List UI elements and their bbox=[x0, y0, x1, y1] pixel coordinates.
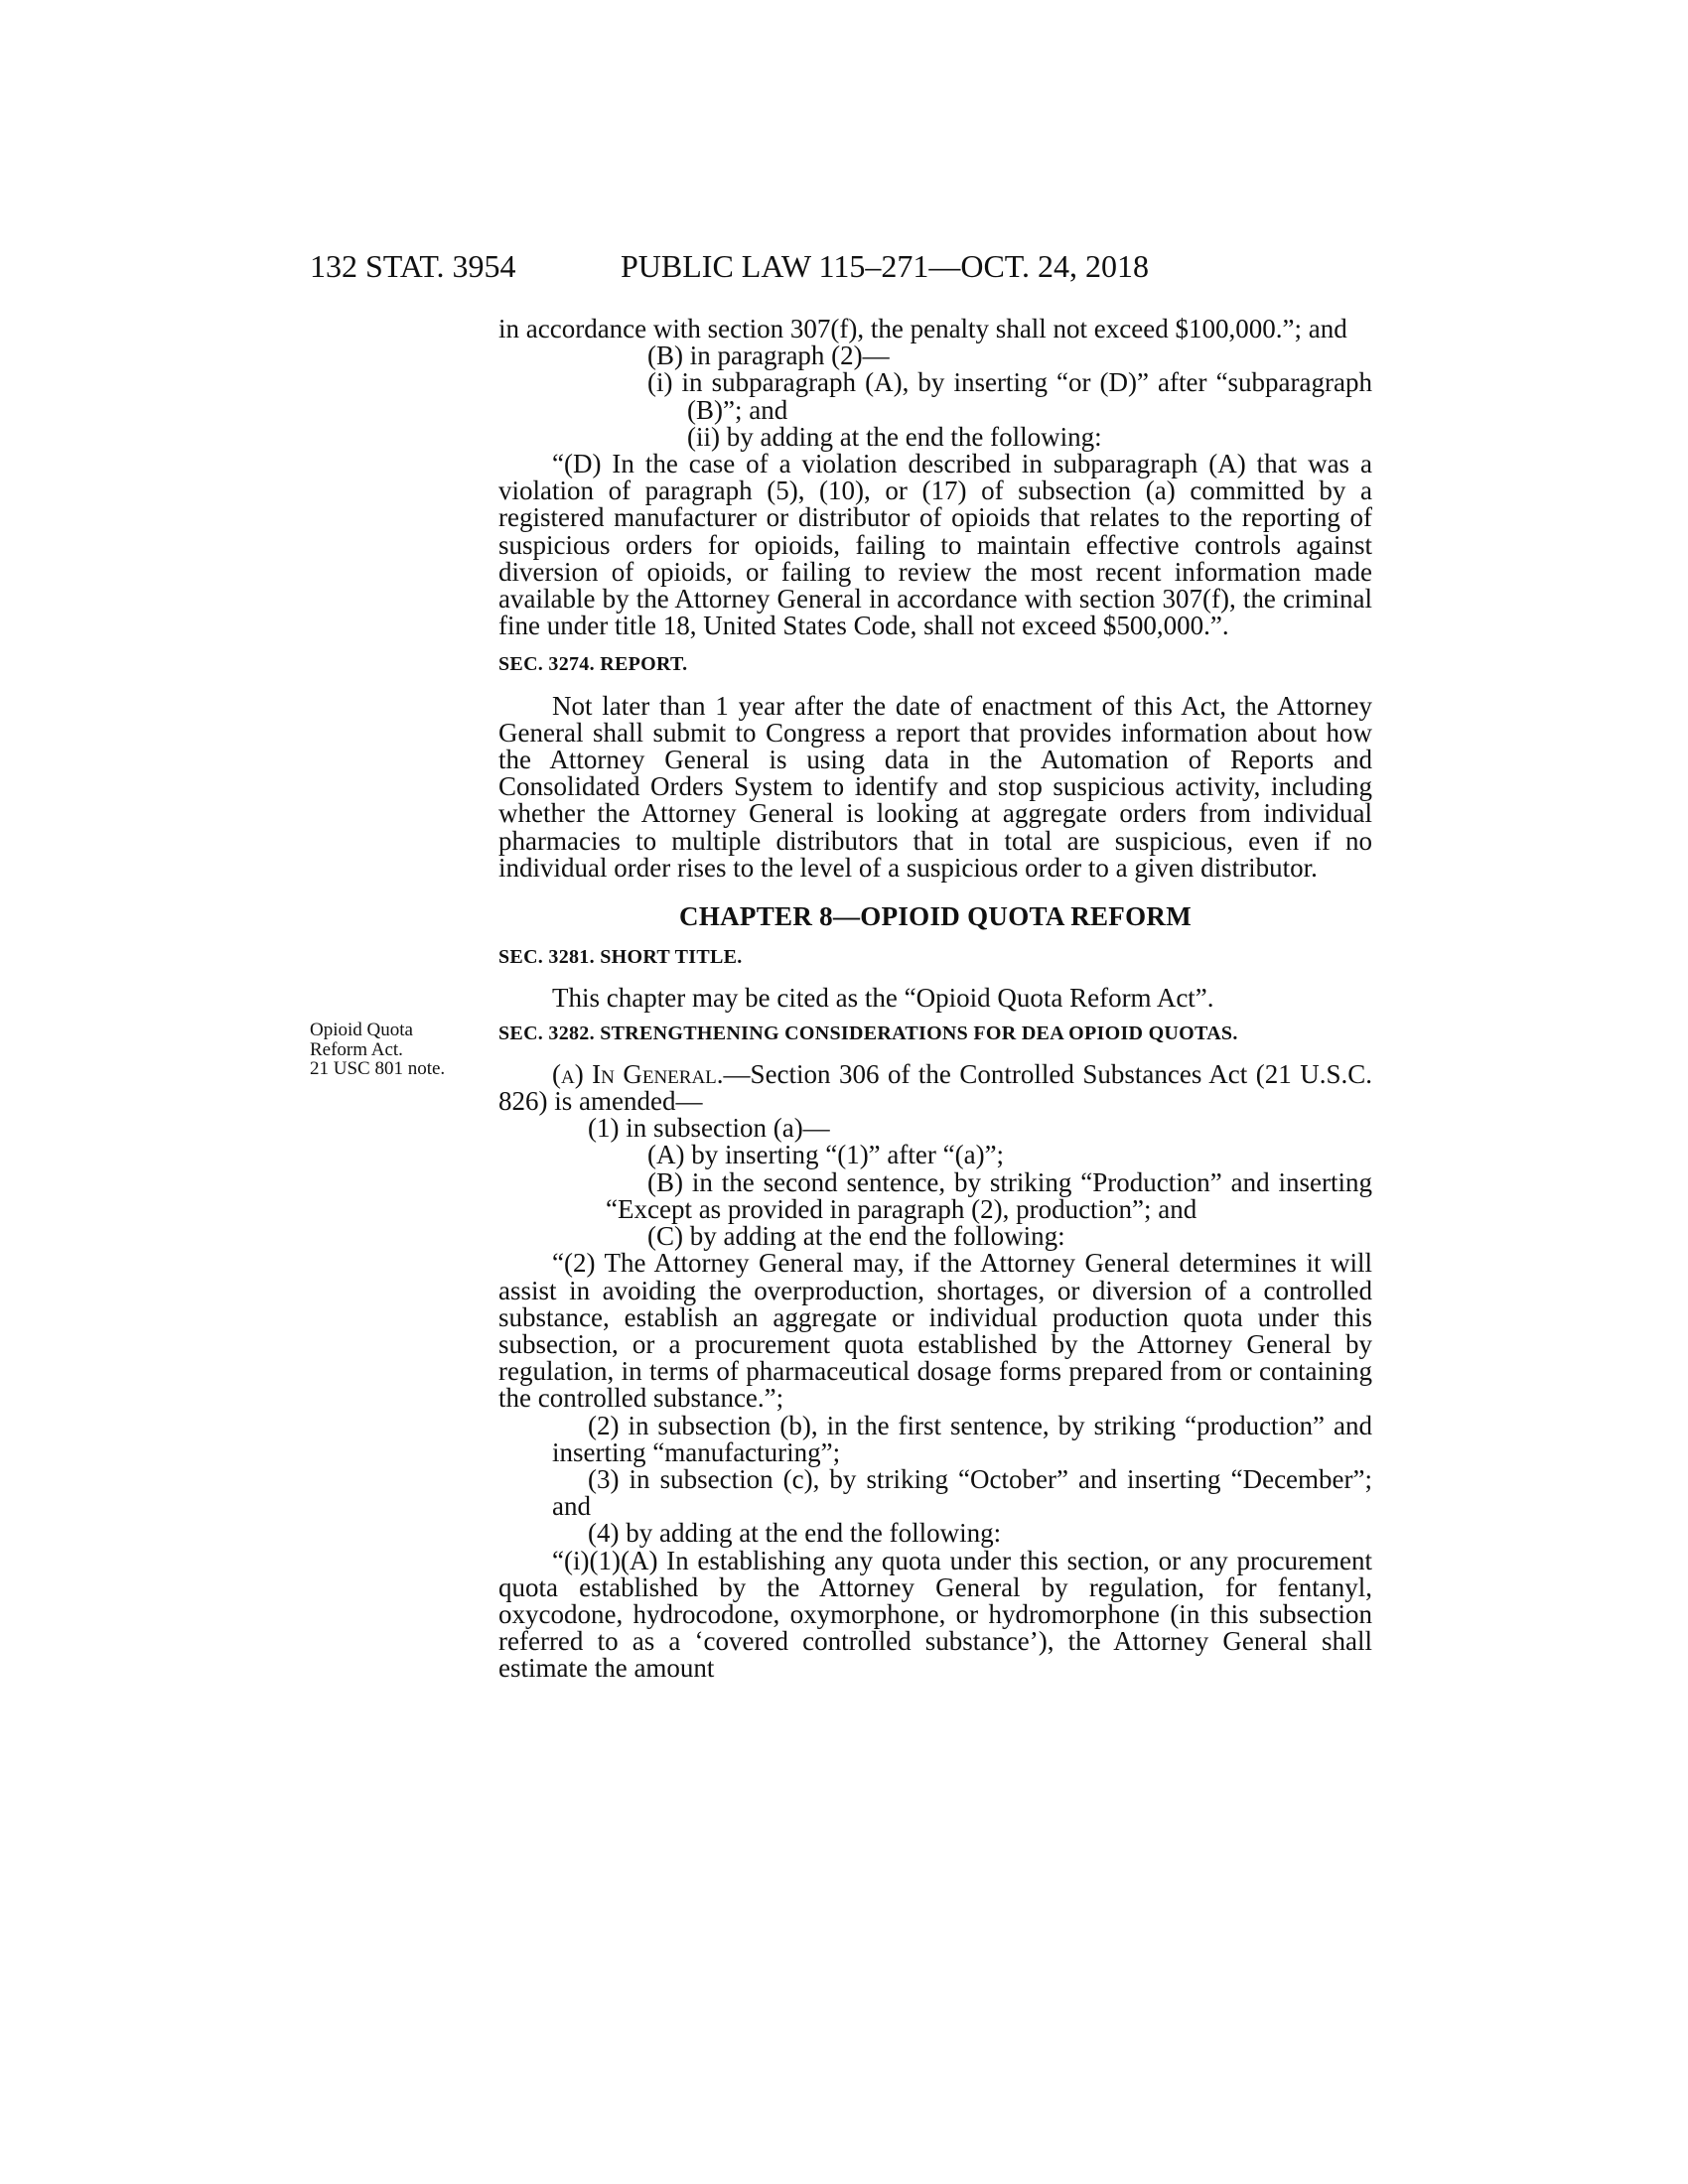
paragraph: Not later than 1 year after the date of enactment of this Act, the Attorney General shall submit to Congress a report that provides information about how the Attorney General is using data in the Automation of Reports and Consolidated Orders System to identify and stop suspicious activity, including whether the Attorney General is looking at aggregate orders from individual pharmacies to multiple distributors that in total are suspicious, even if no individual order rises to the level of a suspicious order to a given distributor. bbox=[498, 690, 1372, 883]
paragraph: (3) in subsection (c), by striking “October” and inserting “December”; and bbox=[552, 1463, 1372, 1522]
page-reference: 132 STAT. 3954 bbox=[310, 248, 516, 284]
subsection-text: —Section 306 of the Controlled Substances Act (21 U.S.C. 826) is amended— bbox=[498, 1058, 1372, 1117]
paragraph: “(i)(1)(A) In establishing any quota under this section, or any procurement quota established by the Attorney General by regulation, for fentanyl, oxycodone, hydrocodone, oxymorphone, or hydromorphone (in this subsection referred to as a ‘covered controlled substance’), the Attorney General shall estimate the amount bbox=[498, 1545, 1372, 1684]
paragraph: “(2) The Attorney General may, if the Attorney General determines it will assist in avoiding the overproduction, shortages, or diversion of a controlled substance, establish an aggregate or individual production quota under this subsection, or a procurement quota established by the Attorney General by regulation, in terms of pharmaceutical dosage forms prepared from or containing the controlled substance.”; bbox=[498, 1248, 1372, 1414]
chapter-heading: CHAPTER 8—OPIOID QUOTA REFORM bbox=[679, 901, 1192, 932]
margin-note bbox=[310, 1021, 489, 1079]
margin-note-line: 21 USC 801 note. bbox=[310, 1058, 446, 1079]
paragraph: (B) in the second sentence, by striking “Production” and inserting “Except as provided in paragraph (2), production”; and bbox=[606, 1166, 1372, 1224]
paragraph: in accordance with section 307(f), the penalty shall not exceed $100,000.”; and bbox=[498, 314, 1347, 343]
paragraph bbox=[498, 1058, 1372, 1117]
margin-note-line: Reform Act. bbox=[310, 1038, 403, 1060]
paragraph: (C) by adding at the end the following: bbox=[647, 1221, 1065, 1252]
section-heading: SEC. 3281. SHORT TITLE. bbox=[498, 946, 743, 969]
subsection-label: (a) In General. bbox=[552, 1058, 724, 1089]
running-header-title: PUBLIC LAW 115–271—OCT. 24, 2018 bbox=[621, 248, 1149, 284]
margin-note-line: Opioid Quota bbox=[310, 1020, 413, 1040]
paragraph: (ii) by adding at the end the following: bbox=[687, 421, 1102, 452]
paragraph: This chapter may be cited as the “Opioid Quota Reform Act”. bbox=[552, 983, 1214, 1014]
paragraph: (4) by adding at the end the following: bbox=[588, 1518, 1002, 1549]
statute-body bbox=[498, 316, 1372, 1683]
section-heading: SEC. 3282. STRENGTHENING CONSIDERATIONS FOR DEA OPIOID QUOTAS. bbox=[498, 1022, 1238, 1044]
section-heading: SEC. 3274. REPORT. bbox=[498, 653, 688, 676]
paragraph: “(D) In the case of a violation described in subparagraph (A) that was a violation of paragraph (5), (10), or (17) of subsection (a) committed by a registered manufacturer or distributor of opioids that relates to the reporting of suspicious orders for opioids, failing to maintain effective controls against diversion of opioids, or failing to review the most recent information made available by the Attorney General in accordance with section 307(f), the criminal fine under title 18, United States Code, shall not exceed $500,000.”. bbox=[498, 449, 1372, 641]
paragraph: (B) in paragraph (2)— bbox=[647, 341, 890, 371]
paragraph: (1) in subsection (a)— bbox=[588, 1113, 830, 1144]
paragraph: (i) in subparagraph (A), by inserting “or (D)” after “subparagraph (B)”; and bbox=[647, 367, 1372, 425]
paragraph: (2) in subsection (b), in the first sentence, by striking “production” and inserting “manufacturing”; bbox=[552, 1410, 1372, 1467]
paragraph: (A) by inserting “(1)” after “(a)”; bbox=[647, 1140, 1005, 1170]
